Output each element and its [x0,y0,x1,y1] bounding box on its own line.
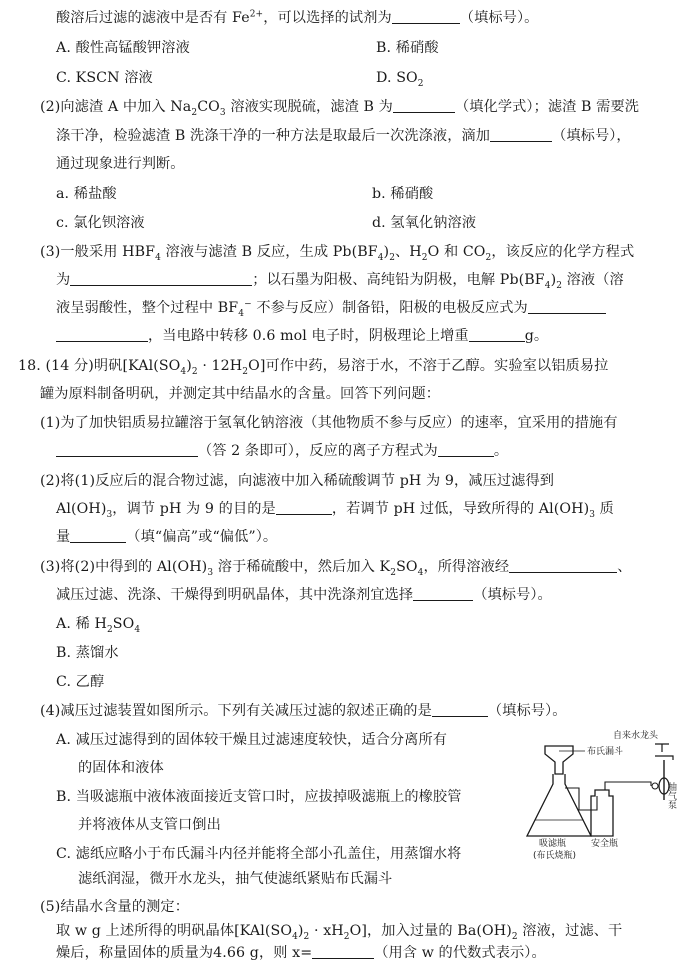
q18-p1-line-2: （答 2 条即可），反应的离子方程式为 。 [56,441,508,461]
q18-p5-line-1: (5)结晶水含量的测定： [40,899,189,915]
flask-alt-label: (布氏烧瓶) [533,851,577,860]
answer-blank[interactable] [56,442,198,457]
q18-option-B: B. 蒸馏水 [56,645,119,661]
q18-p4-A-line-1: A. 减压过滤得到的固体较干燥且过滤速度较快，适合分离所有 [56,732,448,748]
answer-blank[interactable] [56,327,148,342]
answer-blank[interactable] [70,528,126,543]
q18-header-line-2: 罐为原料制备明矾，并测定其中结晶水的含量。回答下列问题： [40,386,441,402]
q18-header-line-1: 18. (14 分)明矾$[KAl(SO_4)_2 \cdot 12H_2O]$可作中药，易溶于水，不溶于乙醇。实验室以铝质易拉 [18,358,609,377]
q18-p2-line-2: $Al(OH)_3$，调节 pH 为 9 的目的是 ，若调节 pH 过低，导致所得的 $Al(OH)_3$ 质 [56,501,614,520]
q18-p4-C-line-1: C. 滤纸应略小于布氏漏斗内径并能将全部小孔盖住，用蒸馏水将 [56,846,462,862]
answer-blank[interactable] [393,98,455,113]
q17-p2-line-2: 涤干净，检验滤渣 B 洗涤干净的一种方法是取最后一次洗涤液，滴加 （填标号）， [56,128,631,144]
answer-blank[interactable] [392,9,460,24]
q18-p4-line-1: (4)减压过滤装置如图所示。下列有关减压过滤的叙述正确的是 （填标号）。 [40,703,567,719]
q17-line-1: 酸溶后过滤的滤液中是否有 $Fe^{2+}$，可以选择的试剂为 （填标号）。 [56,9,539,26]
option-B: B. 稀硝酸 [376,40,439,56]
answer-blank[interactable] [438,442,494,457]
answer-blank[interactable] [469,327,525,342]
faucet-icon [655,744,673,760]
answer-blank[interactable] [509,558,617,573]
q18-p2-line-3: 量 （填“偏高”或“偏低”）。 [56,529,278,545]
buchner-label: 布氏漏斗 [587,747,624,757]
pump-label: 抽气泵 [666,782,676,809]
flask-label: 吸滤瓶 [539,839,567,849]
option-d: d. 氢氧化钠溶液 [372,215,477,231]
option-D: D. $SO_2$ [376,70,424,89]
answer-blank[interactable] [276,500,332,515]
safety-label: 安全瓶 [591,839,619,849]
q17-p3-line-4: ，当电路中转移 0.6 mol 电子时，阴极理论上增重 g。 [56,326,548,346]
option-A: A. 酸性高锰酸钾溶液 [56,40,190,56]
q18-option-A: A. 稀 $H_2SO_4$ [56,616,141,635]
answer-blank[interactable] [528,299,606,314]
answer-blank[interactable] [432,702,488,717]
faucet-label: 自来水龙头 [613,731,659,741]
q18-p4-B-line-2: 并将液体从支管口倒出 [78,817,221,833]
q18-option-C: C. 乙醇 [56,674,105,690]
answer-blank[interactable] [413,586,473,601]
q17-p2-line-1: (2)向滤渣 A 中加入 $Na_2CO_3$ 溶液实现脱硫，滤渣 B 为 （填化学式）；滤渣 B 需要洗 [40,99,640,118]
q17-p3-line-3: 液呈弱酸性，整个过程中 $BF_4^-$ 不参与反应）制备铅，阳极的电极反应式为 [56,298,606,318]
q18-p3-line-2: 减压过滤、洗涤、干燥得到明矾晶体，其中洗涤剂宜选择 （填标号）。 [56,587,552,603]
buchner-funnel [545,746,573,774]
q17-p3-line-1: (3)一般采用 $HBF_4$ 溶液与滤渣 B 反应，生成 $Pb(BF_4)_2$、$H_2O$ 和 $CO_2$，该反应的化学方程式 [40,244,635,263]
q18-p4-C-line-2: 滤纸润湿，微开水龙头，抽气使滤纸紧贴布氏漏斗 [78,871,393,887]
suction-flask [527,774,591,836]
q18-p4-B-line-1: B. 当吸滤瓶中液体液面接近支管口时，应拔掉吸滤瓶上的橡胶管 [56,789,462,805]
q18-p1-line-1: (1)为了加快铝质易拉罐溶于氢氧化钠溶液（其他物质不参与反应）的速率，宜采用的措施有 [40,415,618,431]
answer-blank[interactable] [490,127,552,142]
option-c: c. 氯化钡溶液 [56,215,145,231]
answer-blank[interactable] [70,271,252,286]
safety-bottle [591,790,613,836]
option-C: C. KSCN 溶液 [56,70,153,86]
vacuum-filtration-diagram [505,728,690,860]
option-a: a. 稀盐酸 [56,186,117,202]
q18-p5-line-3: 燥后，称量固体的质量为4.66 g，则 x= （用含 w 的代数式表示）。 [56,945,546,961]
answer-blank[interactable] [312,944,374,959]
option-b: b. 稀硝酸 [372,186,434,202]
q18-p5-line-2: 取 w g 上述所得的明矾晶体$[KAl(SO_4)_2 \cdot xH_2O]$，加入过量的 $Ba(OH)_2$ 溶液，过滤、干 [56,923,623,942]
q18-p4-A-line-2: 的固体和液体 [78,760,164,776]
q17-p2-line-3: 通过现象进行判断。 [56,156,185,172]
q18-p3-line-1: (3)将(2)中得到的 $Al(OH)_3$ 溶于稀硫酸中，然后加入 $K_2SO_4$，所得溶液经 、 [40,559,632,578]
q18-p2-line-1: (2)将(1)反应后的混合物过滤，向滤液中加入稀硫酸调节 pH 为 9，减压过滤得到 [40,473,555,489]
q17-p3-line-2: 为 ；以石墨为阳极、高纯铅为阴极，电解 $Pb(BF_4)_2$ 溶液（溶 [56,272,624,291]
